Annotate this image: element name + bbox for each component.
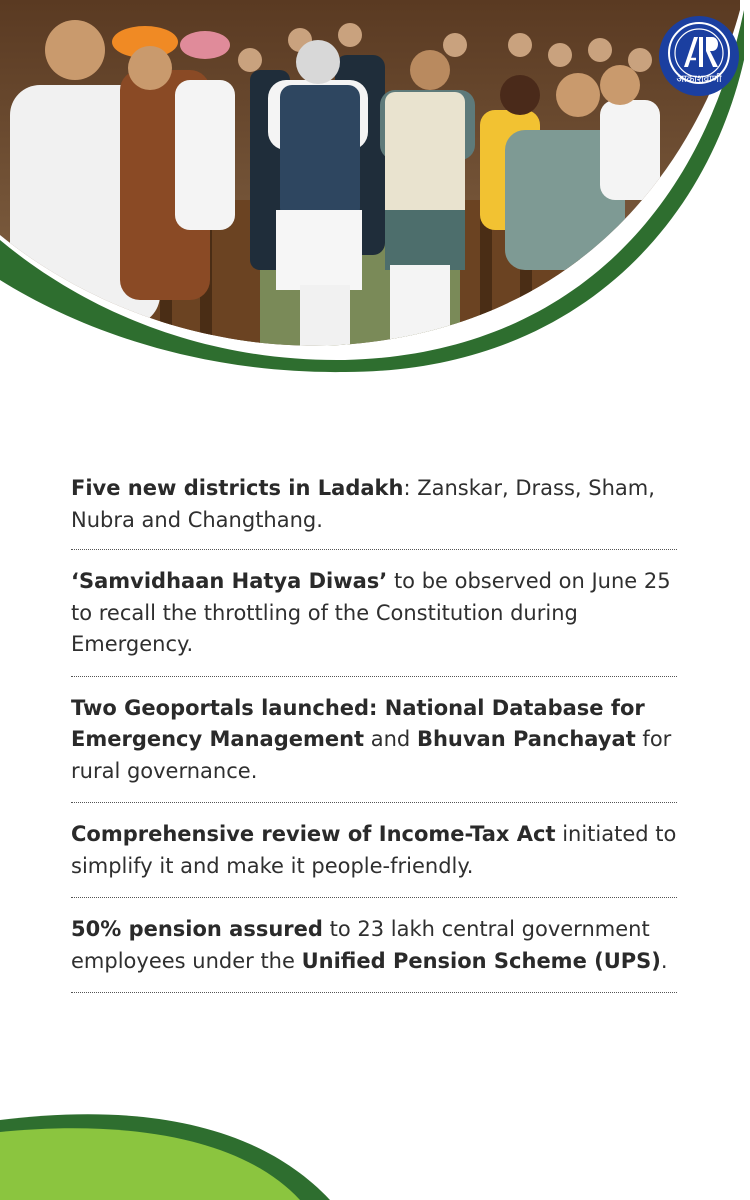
fact-item <box>71 473 677 550</box>
fact-bold-text: ‘Samvidhaan Hatya Diwas’ <box>71 569 388 593</box>
fact-text: : Zanskar, Drass, Sham, Nubra and Changthang. <box>71 476 655 532</box>
fact-bold-text: Unified Pension Scheme (UPS) <box>301 948 661 973</box>
fact-item <box>71 914 677 993</box>
fact-text: to 23 lakh central government employees under the <box>71 917 650 973</box>
fact-bold-text: Five new districts in Ladakh <box>71 476 404 500</box>
fact-text: initiated to simplify it and make it people-friendly. <box>71 822 677 878</box>
fact-text: to be observed on June 25 to recall the throttling of the Constitution during Emergency. <box>71 569 671 656</box>
fact-list <box>71 473 677 1009</box>
fact-text: . <box>660 948 668 973</box>
fact-item <box>71 693 677 804</box>
logo-caption: आकाशवाणी <box>676 74 722 85</box>
fact-text: and <box>364 727 417 751</box>
fact-bold-text: 50% pension assured <box>71 917 323 941</box>
fact-bold-text: Comprehensive review of Income-Tax Act <box>71 822 556 846</box>
fact-text: for rural governance. <box>71 727 672 783</box>
air-logo <box>658 15 740 97</box>
fact-item <box>71 819 677 898</box>
parliament-hall-photo <box>0 0 750 380</box>
bottom-green-swoosh <box>0 1080 750 1200</box>
fact-bold-text: Bhuvan Panchayat <box>416 727 636 751</box>
fact-item <box>71 566 677 677</box>
fact-bold-text: Two Geoportals launched: National Database for Emergency Management <box>71 695 645 751</box>
hero-photo <box>0 0 750 380</box>
